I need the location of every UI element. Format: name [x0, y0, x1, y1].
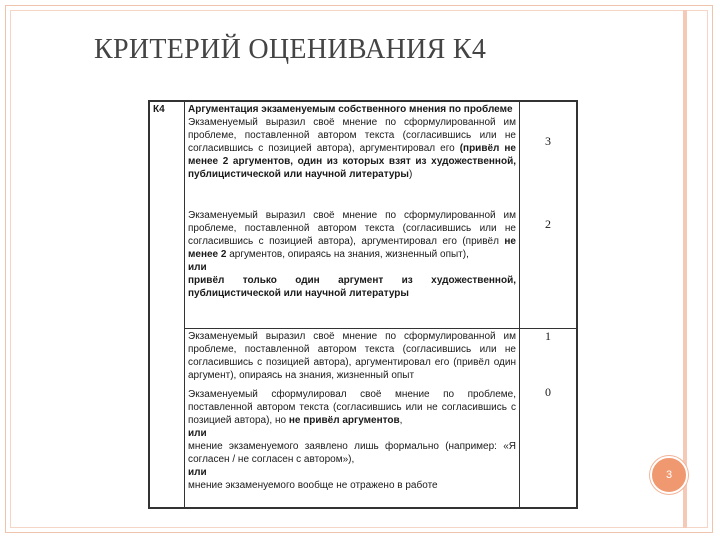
level-3-description: Экзаменуемый выразил своё мнение по сформулированной им проблеме, поставленной автором текста (согласившись или не согласившись с позицией автора), аргументировал его (привёл не менее 2 аргументов, один из которых взят из художественной, публицистической или научной литературы)	[188, 117, 516, 180]
score-3: 3	[545, 134, 551, 148]
score-cell-lower	[520, 329, 577, 508]
level-2-description: Экзаменуемый выразил своё мнение по сформулированной им проблеме, поставленной автором текста (согласившись или не согласившись с позицией автора), аргументировал его (привёл не менее 2 аргументов, опираясь на знания, жизненный опыт), или привёл только один аргумент из художественной, публицистической или научной литературы	[188, 210, 516, 299]
table-row	[150, 102, 577, 329]
slide-title: КРИТЕРИЙ ОЦЕНИВАНИЯ К4	[94, 34, 487, 65]
or-separator: или	[188, 467, 207, 478]
page-number-badge: 3	[650, 456, 688, 494]
criterion-heading: Аргументация экзаменуемым собственного мнения по проблеме	[188, 104, 513, 115]
criterion-code: К4	[150, 102, 185, 508]
score-cell-upper	[520, 102, 577, 329]
level-0-description: Экзаменуемый сформулировал своё мнение по проблеме, поставленной автором текста (согласившись или не согласившись с позицией автора), но не привёл аргументов, или мнение экзаменуемого заявлено лишь формально (например: «Я согласен / не согласен с автором»), или мнение экзаменуемого вообще не отражено в работе	[188, 389, 516, 491]
score-1: 1	[545, 329, 551, 343]
or-separator: или	[188, 262, 207, 273]
criterion-description-upper	[185, 102, 520, 329]
criterion-description-lower	[185, 329, 520, 508]
criteria-table	[149, 101, 577, 508]
or-separator: или	[188, 428, 207, 439]
table-row	[150, 329, 577, 508]
decorative-vertical-line	[683, 10, 687, 528]
level-1-description: Экзаменуемый выразил своё мнение по сформулированной им проблеме, поставленной автором текста (согласившись или не согласившись с позицией автора), аргументировал его (привёл один аргумент), опираясь на знания, жизненный опыт	[188, 331, 516, 381]
criteria-table-container	[148, 100, 578, 509]
score-0: 0	[545, 385, 551, 399]
score-2: 2	[545, 217, 551, 231]
